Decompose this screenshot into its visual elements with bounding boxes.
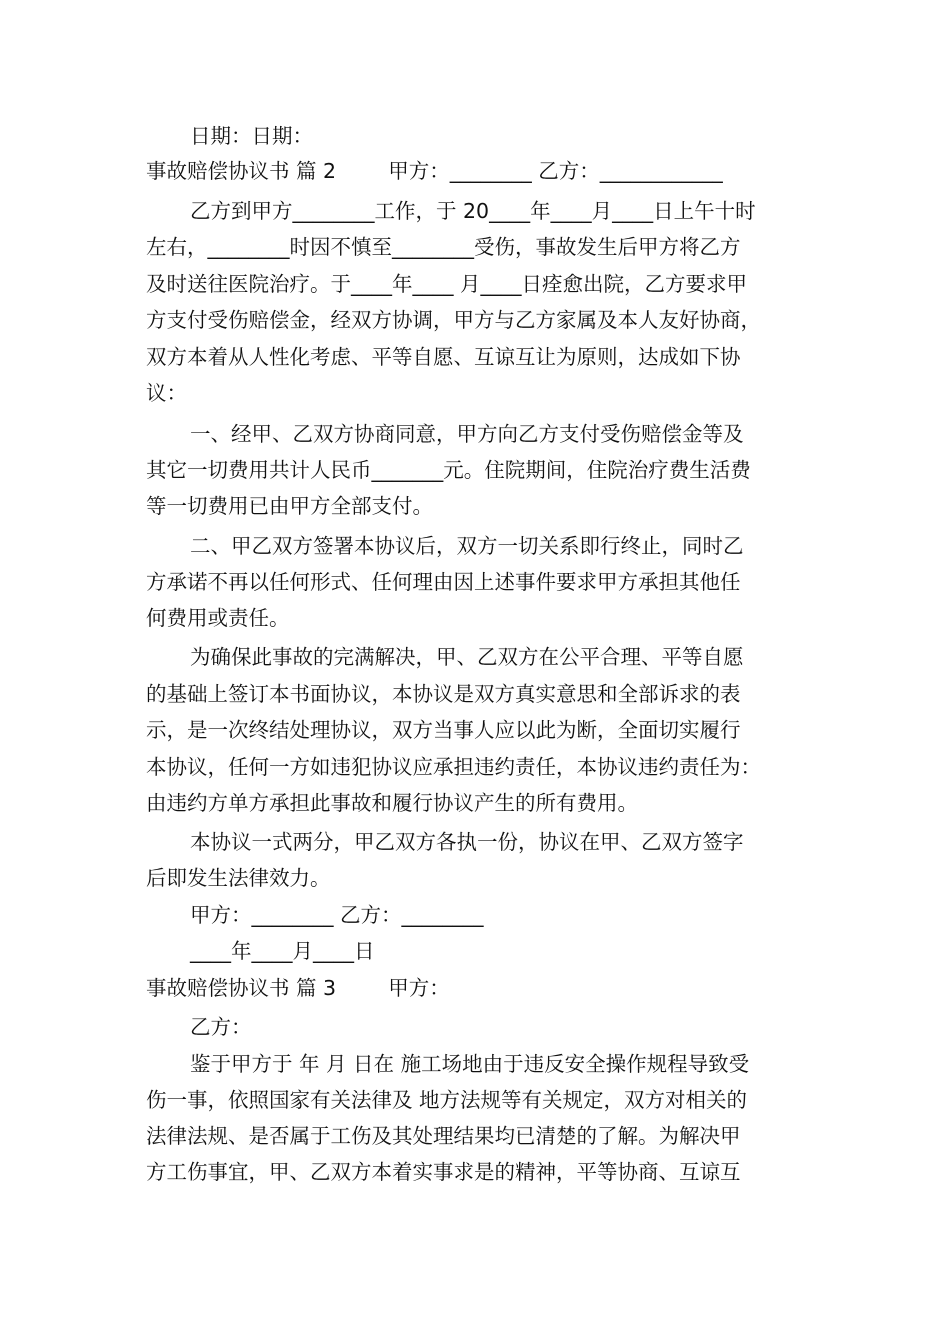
paragraph-line: 左右，________时因不慎至________受伤，事故发生后甲方将乙方 [146,235,741,259]
paragraph-line: 本协议一式两分，甲乙双方各执一份，协议在甲、乙双方签字 [190,830,744,854]
paragraph-line: 双方本着从人性化考虑、平等自愿、互谅互让为原则，达成如下协 [146,345,741,369]
paragraph-line: 等一切费用已由甲方全部支付。 [146,494,433,518]
paragraph-line: 为确保此事故的完满解决，甲、乙双方在公平合理、平等自愿 [190,645,744,669]
paragraph-line: 本协议，任何一方如违犯协议应承担违约责任，本协议违约责任为： [146,755,761,779]
paragraph-line: 二、甲乙双方签署本协议后，双方一切关系即行终止，同时乙 [190,534,744,558]
section-heading: 事故赔偿协议书 篇 2 甲方：________ 乙方：____________ [146,159,723,183]
paragraph-line: 示，是一次终结处理协议，双方当事人应以此为断，全面切实履行 [146,718,741,742]
paragraph-line: 及时送往医院治疗。于____年____ 月____日痊愈出院，乙方要求甲 [146,272,748,296]
signature-date-line: ____年____月____日 [190,939,375,963]
paragraph-line: 后即发生法律效力。 [146,866,331,890]
paragraph-line: 法律法规、是否属于工伤及其处理结果均已清楚的了解。为解决甲 [146,1124,741,1148]
paragraph-line: 一、经甲、乙双方协商同意，甲方向乙方支付受伤赔偿金等及 [190,422,744,446]
paragraph-line: 由违约方单方承担此事故和履行协议产生的所有费用。 [146,791,638,815]
signature-line: 甲方：________ 乙方：________ [190,903,484,927]
paragraph-line: 方支付受伤赔偿金，经双方协调，甲方与乙方家属及本人友好协商， [146,308,761,332]
party-b-line: 乙方： [190,1015,252,1039]
paragraph-line: 鉴于甲方于 年 月 日在 施工场地由于违反安全操作规程导致受 [190,1052,750,1076]
date-line: 日期：日期： [190,124,313,148]
paragraph-line: 的基础上签订本书面协议，本协议是双方真实意思和全部诉求的表 [146,682,741,706]
paragraph-line: 其它一切费用共计人民币_______元。住院期间，住院治疗费生活费 [146,458,751,482]
paragraph-line: 方承诺不再以任何形式、任何理由因上述事件要求甲方承担其他任 [146,570,741,594]
paragraph-line: 伤一事，依照国家有关法律及 地方法规等有关规定，双方对相关的 [146,1088,748,1112]
paragraph-line: 方工伤事宜，甲、乙双方本着实事求是的精神，平等协商、互谅互 [146,1160,741,1184]
paragraph-line: 乙方到甲方________工作，于 20____年____月____日上午十时 [190,199,756,223]
paragraph-line: 何费用或责任。 [146,606,290,630]
paragraph-line: 议： [146,381,187,405]
section-heading: 事故赔偿协议书 篇 3 甲方： [146,976,450,1000]
